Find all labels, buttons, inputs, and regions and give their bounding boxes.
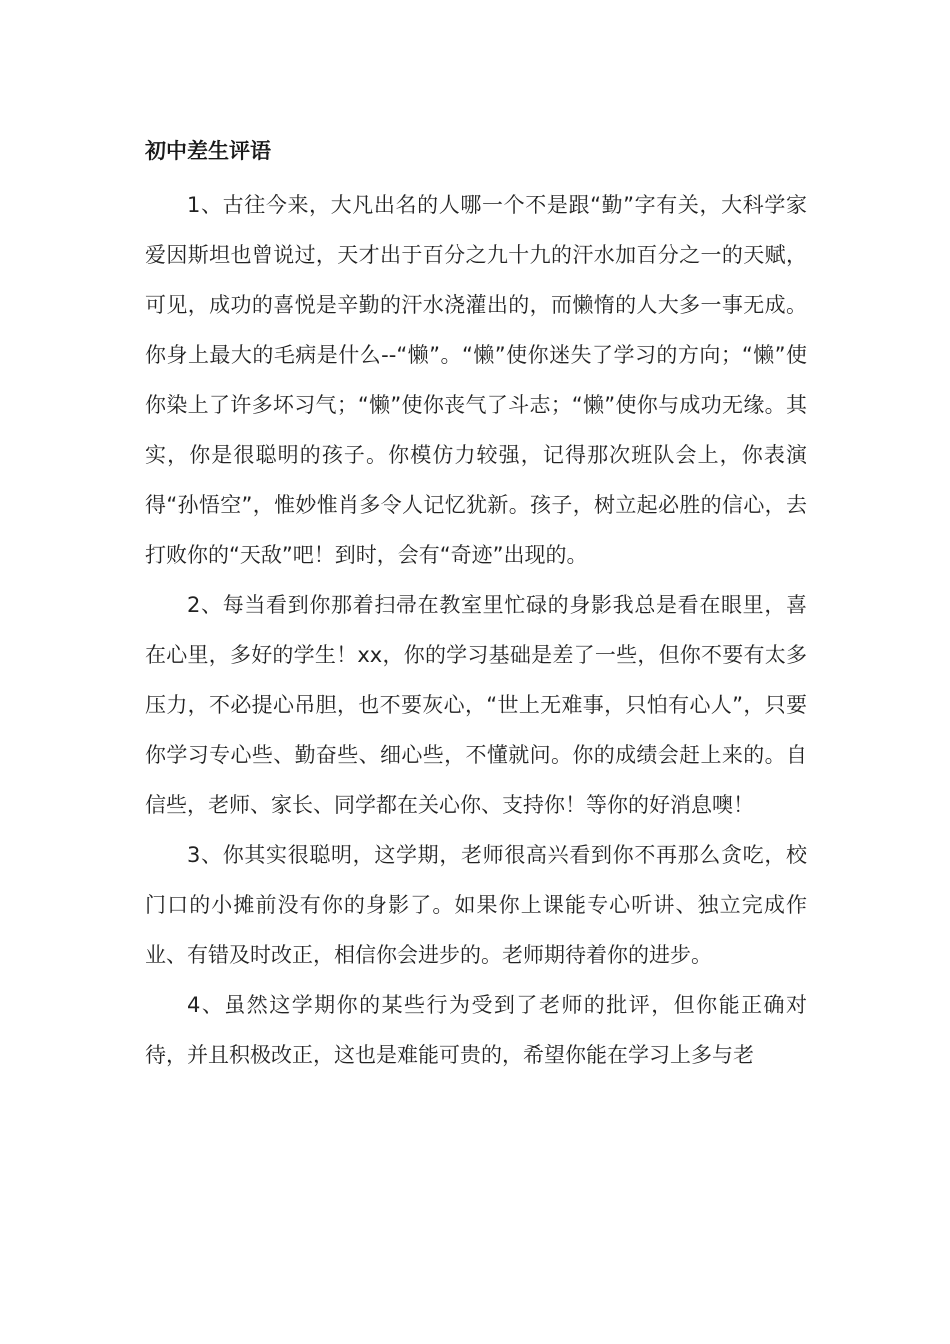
document-body <box>145 130 807 1080</box>
paragraph-1: 1、古往今来，大凡出名的人哪一个不是跟“勤”字有关，大科学家爱因斯坦也曾说过，天才出于百分之九十九的汗水加百分之一的天赋，可见，成功的喜悦是辛勤的汗水浇灌出的，而懒惰的人大多一事无成。你身上最大的毛病是什么--“懒”。“懒”使你迷失了学习的方向；“懒”使你染上了许多坏习气；“懒”使你丧气了斗志；“懒”使你与成功无缘。其实，你是很聪明的孩子。你模仿力较强，记得那次班队会上，你表演得“孙悟空”，惟妙惟肖多令人记忆犹新。孩子，树立起必胜的信心，去打败你的“天敌”吧！到时，会有“奇迹”出现的。 <box>145 193 807 567</box>
paragraph-4: 4、虽然这学期你的某些行为受到了老师的批评，但你能正确对待，并且积极改正，这也是难能可贵的，希望你能在学习上多与老 <box>145 993 807 1067</box>
document-title: 初中差生评语 <box>145 139 271 163</box>
paragraph-3: 3、你其实很聪明，这学期，老师很高兴看到你不再那么贪吃，校门口的小摊前没有你的身影了。如果你上课能专心听讲、独立完成作业、有错及时改正，相信你会进步的。老师期待着你的进步。 <box>145 843 807 967</box>
paragraph-2: 2、每当看到你那着扫帚在教室里忙碌的身影我总是看在眼里，喜在心里，多好的学生！xx，你的学习基础是差了一些，但你不要有太多压力，不必提心吊胆，也不要灰心，“世上无难事，只怕有心人”，只要你学习专心些、勤奋些、细心些，不懂就问。你的成绩会赶上来的。自信些，老师、家长、同学都在关心你、支持你！等你的好消息噢！ <box>145 593 807 817</box>
